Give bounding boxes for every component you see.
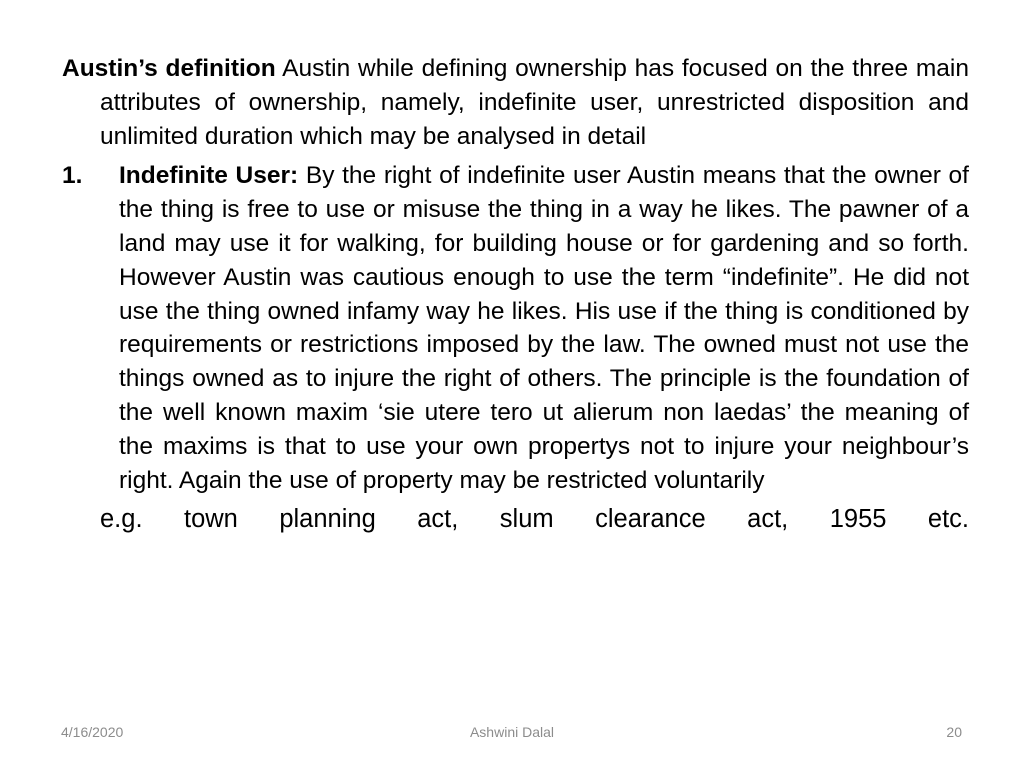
definition-heading: Austin’s definition	[62, 55, 276, 82]
point-number: 1.	[62, 162, 83, 190]
point-heading: Indefinite User:	[119, 162, 299, 190]
footer-date: 4/16/2020	[61, 724, 124, 740]
footer-author: Ashwini Dalal	[469, 724, 555, 740]
point-indefinite-user	[62, 159, 969, 497]
point-text: By the right of indefinite user Austin means that the owner of the thing is free to use or misuse the thing in a way he likes. The pawner of a land may use it for walking, for building house or for gardening and so forth. However Austin was cautious enough to use the term “indefinite”. He did not use the thing owned infamy way he likes. His use if the thing is conditioned by requirements or restrictions imposed by the law. The owned must not use the things owned as to injure the right of others. The principle is the foundation of the well known maxim ‘sie utere tero ut alierum non laedas’ the meaning of the maxims is that to use your own propertys not to injure your neighbour’s right. Again the use of property may be restricted voluntarily	[119, 162, 969, 494]
example-line: e.g. town planning act, slum clearance act, 1955 etc.	[100, 505, 969, 534]
definition-text: Austin while defining ownership has focused on the three main attributes of ownership, namely, indefinite user, unrestricted disposition and unlimited duration which may be analysed in detail	[100, 55, 969, 150]
slide-body	[62, 52, 969, 537]
definition-paragraph	[62, 52, 969, 153]
footer-page-number: 20	[946, 724, 962, 740]
